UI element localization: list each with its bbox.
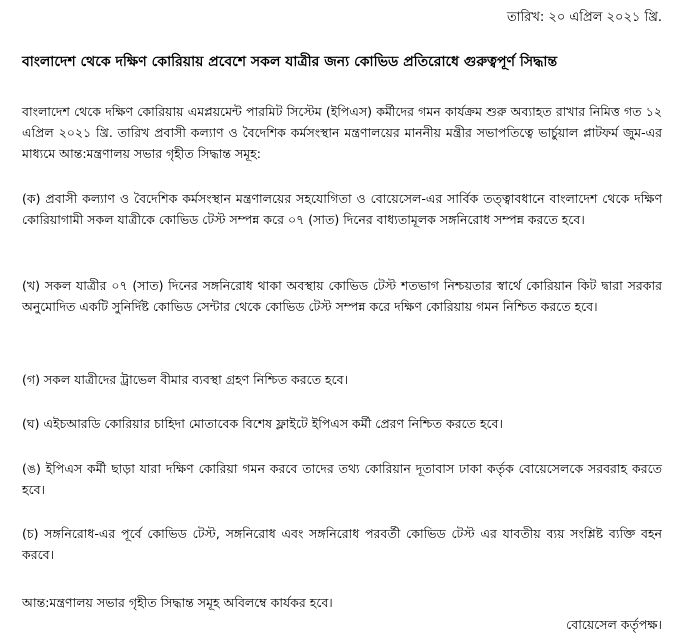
decision-item-gha: (ঘ) এইচআরডি কোরিয়ার চাহিদা মোতাবেক বিশেষ ফ্লাইটে ইপিএস কর্মী প্রেরণ নিশ্চিত করতে হবে। [22,416,503,431]
decision-item-ka: (ক) প্রবাসী কল্যাণ ও বৈদেশিক কর্মসংস্থান মন্ত্রণালয়ের সহযোগিতা ও বোয়েসেল-এর সার্বিক তত্ত্বাবধানে বাংলাদেশ থেকে দক্ষিণ কোরিয়াগামী সকল যাত্রীকে কোভিড টেস্ট সম্পন্ন করে ০৭ (সাত) দিনের বাধ্যতামূলক সঙ্গনিরোধ সম্পন্ন করতে হবে। [22,191,662,227]
decision-item-kha: (খ) সকল যাত্রীর ০৭ (সাত) দিনের সঙ্গনিরোধ থাকা অবস্থায় কোভিড টেস্ট শতভাগ নিশ্চয়তার স্বার্থে কোরিয়ান কিট দ্বারা সরকার অনুমোদিত একটি সুনির্দিষ্ট কোভিড সেন্টার থেকে কোভিড টেস্ট সম্পন্ন করে দক্ষিণ কোরিয়ায় গমন নিশ্চিত করতে হবে। [22,278,662,314]
notice-title: বাংলাদেশ থেকে দক্ষিণ কোরিয়ায় প্রবেশে সকল যাত্রীর জন্য কোভিড প্রতিরোধে গুরুত্বপূর্ণ সিদ্ধান্ত [22,54,558,70]
notice-date: তারিখ: ২০ এপ্রিল ২০২১ খ্রি. [506,10,662,25]
signature: বোয়েসেল কর্তৃপক্ষ। [566,617,662,632]
intro-paragraph: বাংলাদেশ থেকে দক্ষিণ কোরিয়ায় এমপ্লয়মেন্ট পারমিট সিস্টেম (ইপিএস) কর্মীদের গমন কার্যক্রম শুরু অব্যাহত রাখার নিমিত্ত গত ১২ এপ্রিল ২০২১ খ্রি. তারিখ প্রবাসী কল্যাণ ও বৈদেশিক কর্মসংস্থান মন্ত্রণালয়ের মাননীয় মন্ত্রীর সভাপতিত্বে ভার্চুয়াল প্লাটফর্ম জুম-এর মাধ্যমে আন্ত:মন্ত্রণালয় সভার গৃহীত সিদ্ধান্ত সমূহ: [22,104,662,161]
decision-item-cha: (চ) সঙ্গনিরোধ-এর পূর্বে কোভিড টেস্ট, সঙ্গনিরোধ এবং সঙ্গনিরোধ পরবর্তী কোভিড টেস্ট এর যাবতীয় ব্যয় সংশ্লিষ্ট ব্যক্তি বহন করবে। [22,526,662,562]
decision-item-ga: (গ) সকল যাত্রীদের ট্রাভেল বীমার ব্যবস্থা গ্রহণ নিশ্চিত করতে হবে। [22,372,349,387]
decision-item-uma: (ঙ) ইপিএস কর্মী ছাড়া যারা দক্ষিণ কোরিয়া গমন করবে তাদের তথ্য কোরিয়ান দূতাবাস ঢাকা কর্তৃক বোয়েসেলকে সরবরাহ করতে হবে। [22,461,662,497]
closing-paragraph: আন্ত:মন্ত্রণালয় সভার গৃহীত সিদ্ধান্ত সমূহ অবিলম্বে কার্যকর হবে। [22,595,333,610]
